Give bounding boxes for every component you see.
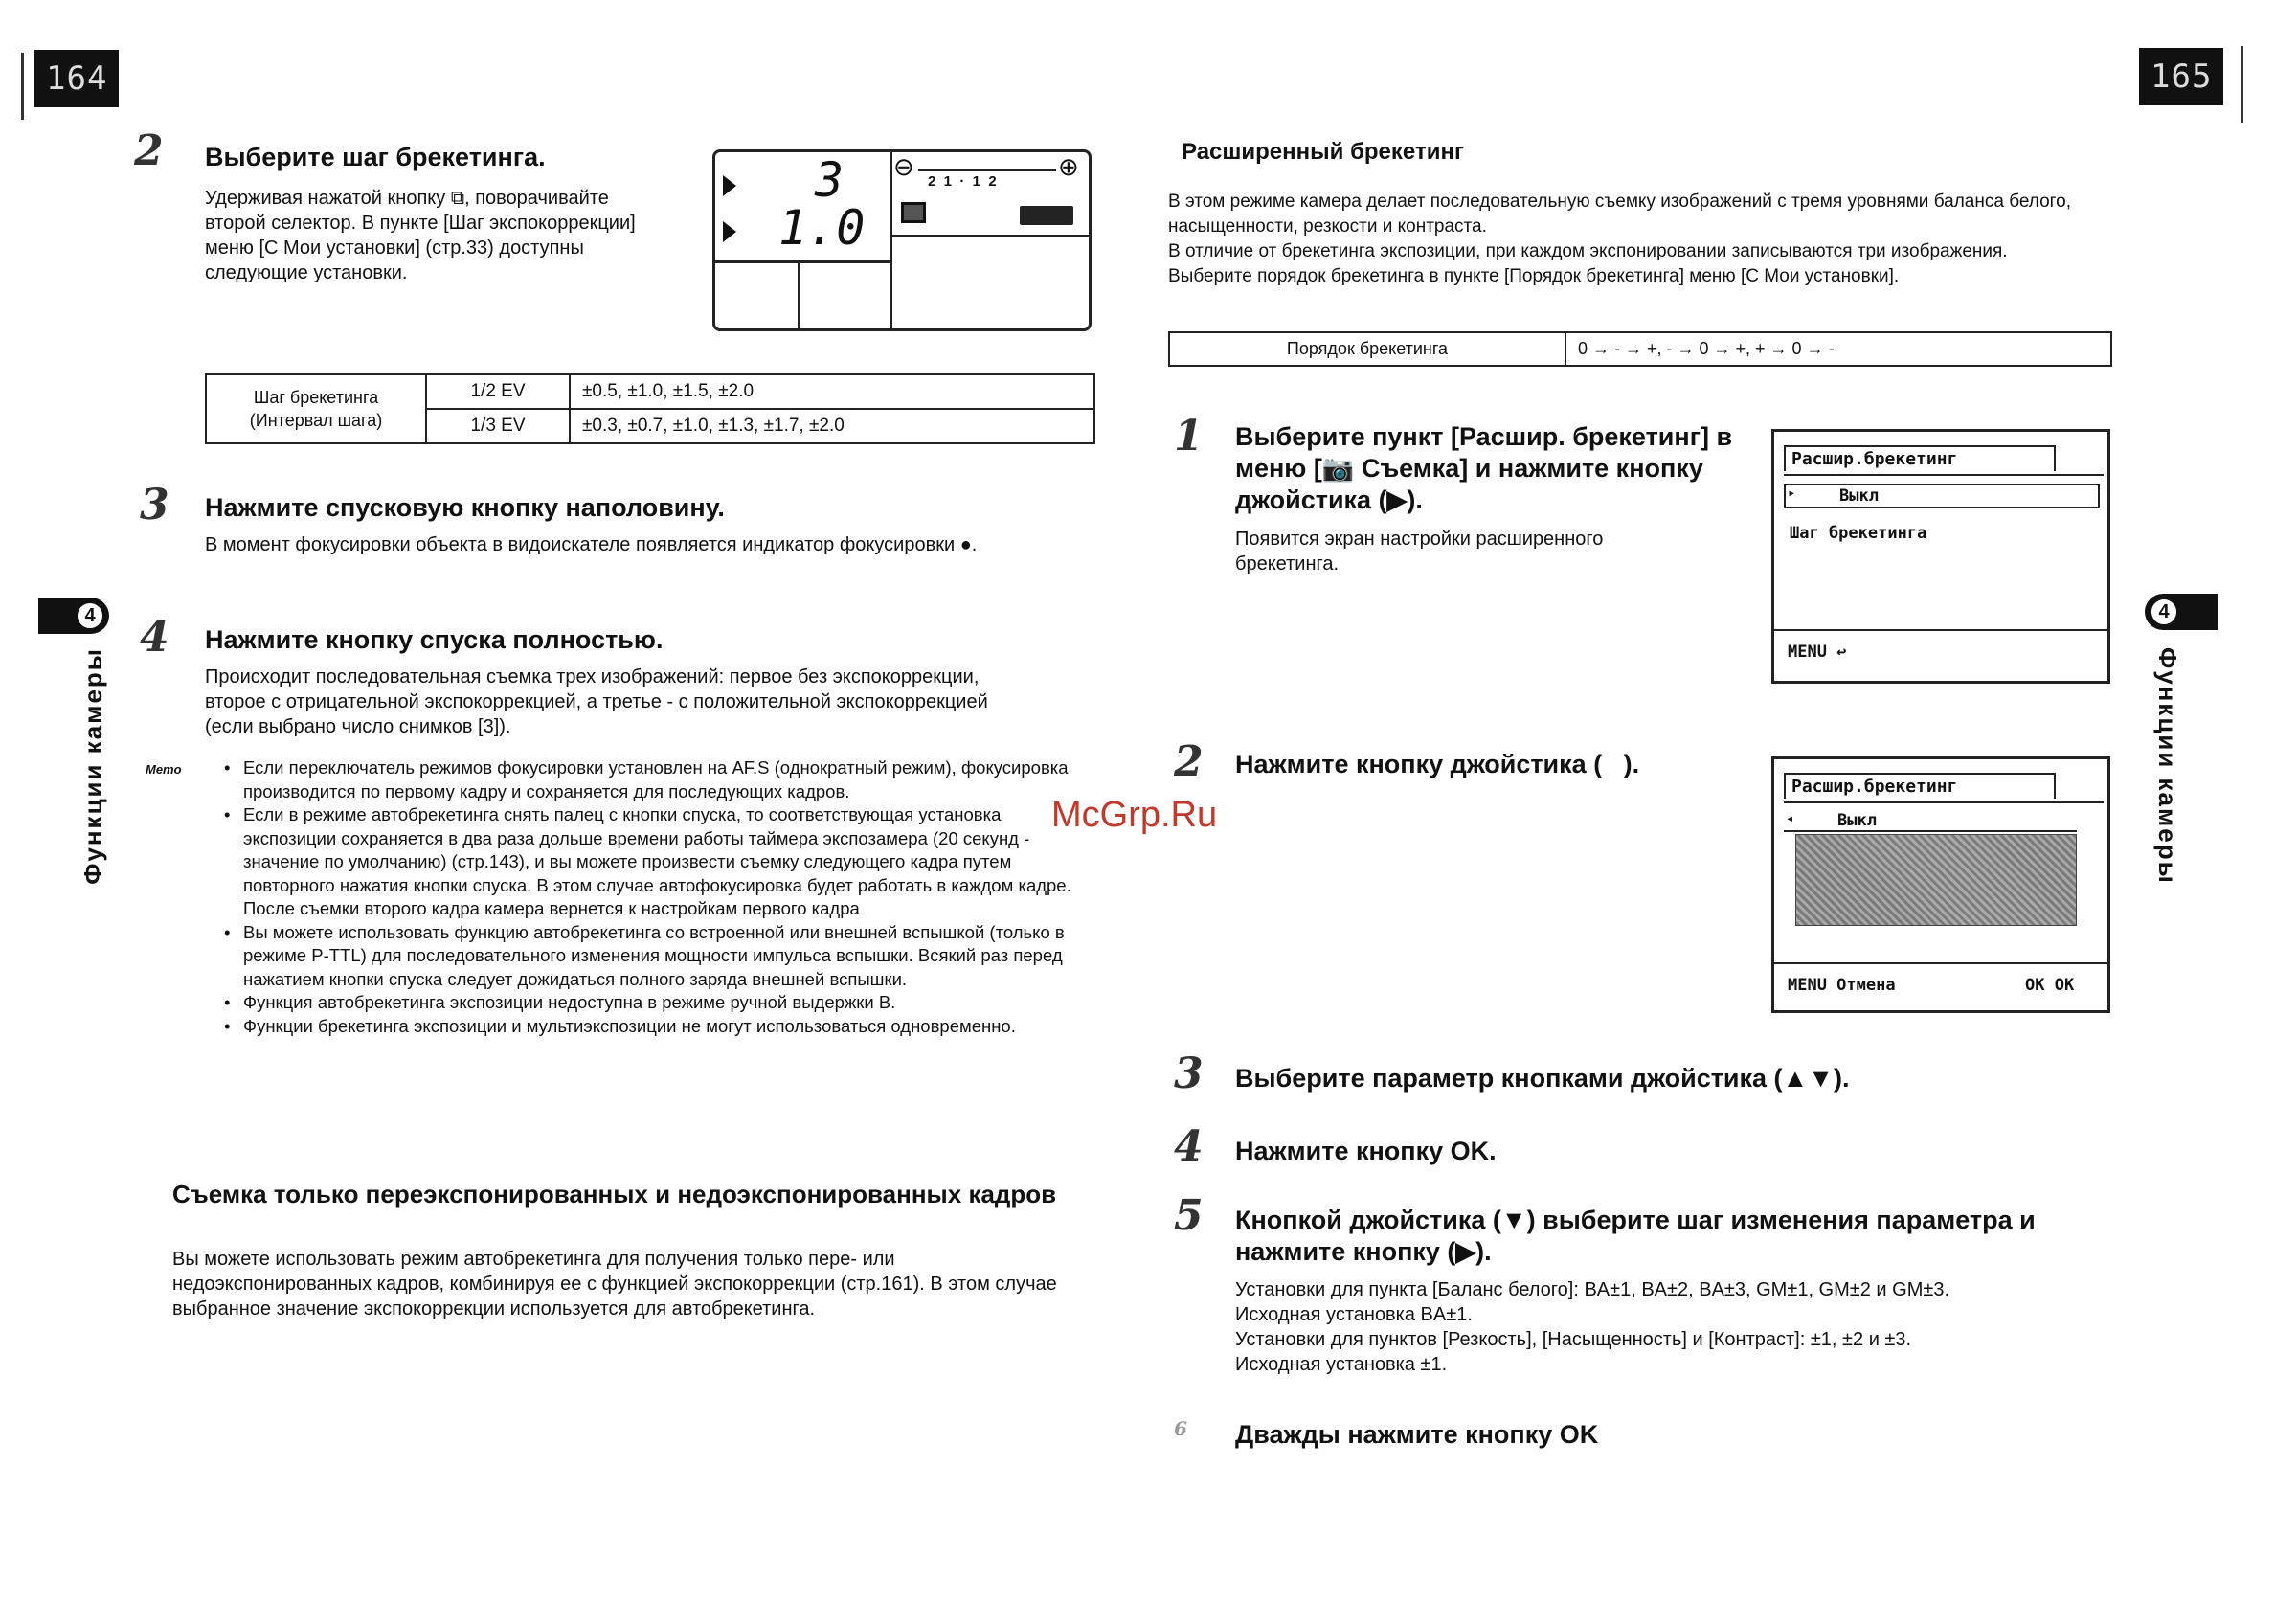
ok-label[interactable]: OK OK	[2025, 976, 2075, 995]
right-page-number: 165	[2139, 48, 2223, 105]
step-text: Удерживая нажатой кнопку ⧉, поворачивайте второй селектор. В пункте [Шаг экспокоррекции] меню [C Мои установки] (стр.33) доступны следующие установки.	[205, 188, 636, 283]
memo-label: Memo	[146, 762, 182, 777]
table-cell-step: 1/3 EV	[426, 409, 570, 443]
screen-title-line	[1784, 801, 2104, 803]
step-title: Дважды нажмите кнопку OK	[1235, 1420, 1599, 1449]
list-item: • Если в режиме автобрекетинга снять палец с кнопки спуска, то соответствующая установка экспозиции сохраняется в два раза дольше времени работы таймера экспозамера (20 секунд - значение по умолчанию) (стр.143), и вы можете произвести съемку следующего кадра путем повторного нажатия кнопки спуска. В этом случае автофокусировка будет работать в каждом кадре. После съемки второго кадра камера вернется к настройкам первого кадра	[220, 803, 1082, 921]
list-item: • Если переключатель режимов фокусировки установлен на AF.S (однократный режим), фокусировка производится по первому кадру и сохраняется для последующих кадров.	[220, 756, 1082, 803]
dropdown-options-area[interactable]	[1795, 834, 2077, 926]
detail-line: Установки для пунктов [Резкость], [Насыщенность] и [Контраст]: ±1, ±2 и ±3.	[1235, 1329, 1912, 1350]
list-item: • Функции брекетинга экспозиции и мультиэкспозиции не могут использоваться одновременно.	[220, 1015, 1082, 1039]
lcd-panel	[712, 149, 1092, 331]
step-title: Выберите пункт [Расшир. брекетинг] в меню [📷 Съемка] и нажмите кнопку джойстика (▶).	[1235, 422, 1733, 514]
left-margin-line	[21, 53, 24, 120]
step-number: 4	[1174, 1122, 1204, 1171]
camera-screen	[1771, 756, 2110, 1013]
chapter-number: 4	[75, 600, 105, 631]
step-text: В момент фокусировки объекта в видоискателе появляется индикатор фокусировки ●.	[205, 534, 978, 555]
menu-item-value: Выкл	[1839, 486, 1879, 506]
table-cell-values: ±0.3, ±0.7, ±1.0, ±1.3, ±1.7, ±2.0	[570, 409, 1094, 443]
section-title: Съемка только переэкспонированных и недоэкспонированных кадров	[172, 1180, 1057, 1208]
step-title: Нажмите кнопку спуска полностью.	[205, 625, 664, 654]
chapter-title: Функции камеры	[79, 647, 107, 885]
step-number: 2	[134, 126, 164, 175]
screen-selected-item[interactable]	[1784, 811, 2077, 832]
detail-line: Установки для пункта [Баланс белого]: BA±1, BA±2, BA±3, GM±1, GM±2 и GM±3.	[1235, 1279, 1950, 1300]
list-item: • Вы можете использовать функцию автобрекетинга со встроенной или внешней вспышкой (только в режиме P-TTL) для последовательного изменения мощности импульса вспышки. Всякий раз перед нажатием кнопки спуска следует дожидаться полного заряда внешней вспышки.	[220, 921, 1082, 992]
lcd-divider-v	[890, 152, 892, 328]
intro-line: В этом режиме камера делает последовательную съемку изображений с тремя уровнями баланса белого, насыщенности, резкости и контраста.	[1168, 192, 2072, 237]
step-number: 5	[1174, 1191, 1204, 1240]
lcd-divider-h2	[890, 235, 1089, 237]
intro-line: В отличие от брекетинга экспозиции, при каждом экспонировании записываются три изображения.	[1168, 241, 2008, 261]
left-page-number: 164	[34, 50, 119, 107]
table-cell-step: 1/2 EV	[426, 374, 570, 409]
order-label: Порядок брекетинга	[1169, 332, 1565, 366]
chapter-number: 4	[2149, 597, 2179, 627]
chapter-title: Функции камеры	[2153, 647, 2182, 885]
play-arrow-icon: ▸	[1788, 485, 1796, 501]
intro-line: Выберите порядок брекетинга в пункте [Порядок брекетинга] меню [C Мои установки].	[1168, 266, 1900, 286]
cancel-label[interactable]: MENU Отмена	[1788, 976, 1896, 995]
step-title: Выберите параметр кнопками джойстика (▲▼).	[1235, 1064, 1850, 1093]
intro-text	[1168, 190, 2106, 289]
step-title: Нажмите кнопку джойстика ( ).	[1235, 750, 1640, 778]
battery-icon	[1020, 206, 1073, 225]
detail-line: Исходная установка ±1.	[1235, 1354, 1448, 1375]
menu-item[interactable]: Шаг брекетинга	[1790, 524, 1927, 543]
chapter-tab	[2145, 594, 2218, 630]
step-title: Нажмите спусковую кнопку наполовину.	[205, 493, 725, 522]
step-number: 2	[1174, 737, 1204, 786]
step-text: Происходит последовательная съемка трех изображений: первое без экспокоррекции, второе с отрицательной экспокоррекцией, а третье - с положительной экспокоррекцией (если выбрано число снимков [3]).	[205, 666, 988, 737]
step-number: 3	[140, 481, 169, 530]
screen-footer-line	[1774, 629, 2107, 631]
lcd-divider-v2	[798, 260, 800, 328]
bracket-icon	[901, 202, 926, 223]
step-number: 3	[1174, 1049, 1204, 1098]
menu-back-label[interactable]: MENU ↩	[1788, 643, 1847, 662]
step-details	[1235, 1277, 2135, 1377]
step-number: 6	[1174, 1417, 1187, 1440]
ev-scale-line	[918, 169, 1056, 171]
table-cell-values: ±0.5, ±1.0, ±1.5, ±2.0	[570, 374, 1094, 409]
play-arrow-icon	[723, 175, 736, 196]
order-value: 0 → - → +, - → 0 → +, + → 0 → -	[1565, 332, 2111, 366]
list-item: • Функция автобрекетинга экспозиции недоступна в режиме ручной выдержки B.	[220, 991, 1082, 1015]
step-number: 1	[1174, 412, 1204, 461]
chapter-tab	[38, 598, 109, 634]
memo-notes	[220, 756, 1082, 1038]
step-title: Нажмите кнопку OK.	[1235, 1137, 1497, 1165]
ev-step-table	[205, 373, 1095, 444]
right-margin-line	[2241, 46, 2243, 123]
camera-screen	[1771, 429, 2110, 684]
step-title: Выберите шаг брекетинга.	[205, 143, 546, 171]
play-arrow-icon	[723, 221, 736, 242]
menu-item-value: Выкл	[1837, 811, 1877, 830]
plus-icon: ⊕	[1058, 152, 1079, 181]
screen-selected-item[interactable]	[1784, 484, 2100, 508]
step-title: Кнопкой джойстика (▼) выберите шаг изменения параметра и нажмите кнопку (▶).	[1235, 1206, 2036, 1266]
screen-footer-line	[1774, 962, 2107, 964]
screen-title-line	[1784, 474, 2104, 476]
lcd-frames-value: 3	[815, 152, 845, 208]
order-table	[1168, 331, 2112, 367]
step-number: 4	[140, 613, 169, 662]
lcd-ev-value: 1.0	[778, 200, 866, 256]
screen-title: Расшир.брекетинг	[1784, 445, 2056, 471]
section-heading: Расширенный брекетинг	[1182, 139, 1464, 165]
lcd-divider-h	[715, 260, 890, 263]
screen-title: Расшир.брекетинг	[1784, 773, 2056, 799]
detail-line: Исходная установка BA±1.	[1235, 1304, 1473, 1325]
step-text: Появится экран настройки расширенного брекетинга.	[1235, 529, 1604, 575]
watermark: McGrp.Ru	[1051, 795, 1218, 835]
ev-scale-labels: 2 1 · 1 2	[928, 173, 997, 190]
left-arrow-icon: ◂	[1786, 811, 1794, 826]
section-text: Вы можете использовать режим автобрекетинга для получения только пере- или недоэкспонированных кадров, комбинируя ее с функцией экспокоррекции (стр.161). В этом случае выбранное значение экспокоррекции используется для автобрекетинга.	[172, 1249, 1057, 1320]
minus-icon: ⊖	[893, 152, 914, 181]
table-row-label: Шаг брекетинга (Интервал шага)	[206, 374, 426, 443]
